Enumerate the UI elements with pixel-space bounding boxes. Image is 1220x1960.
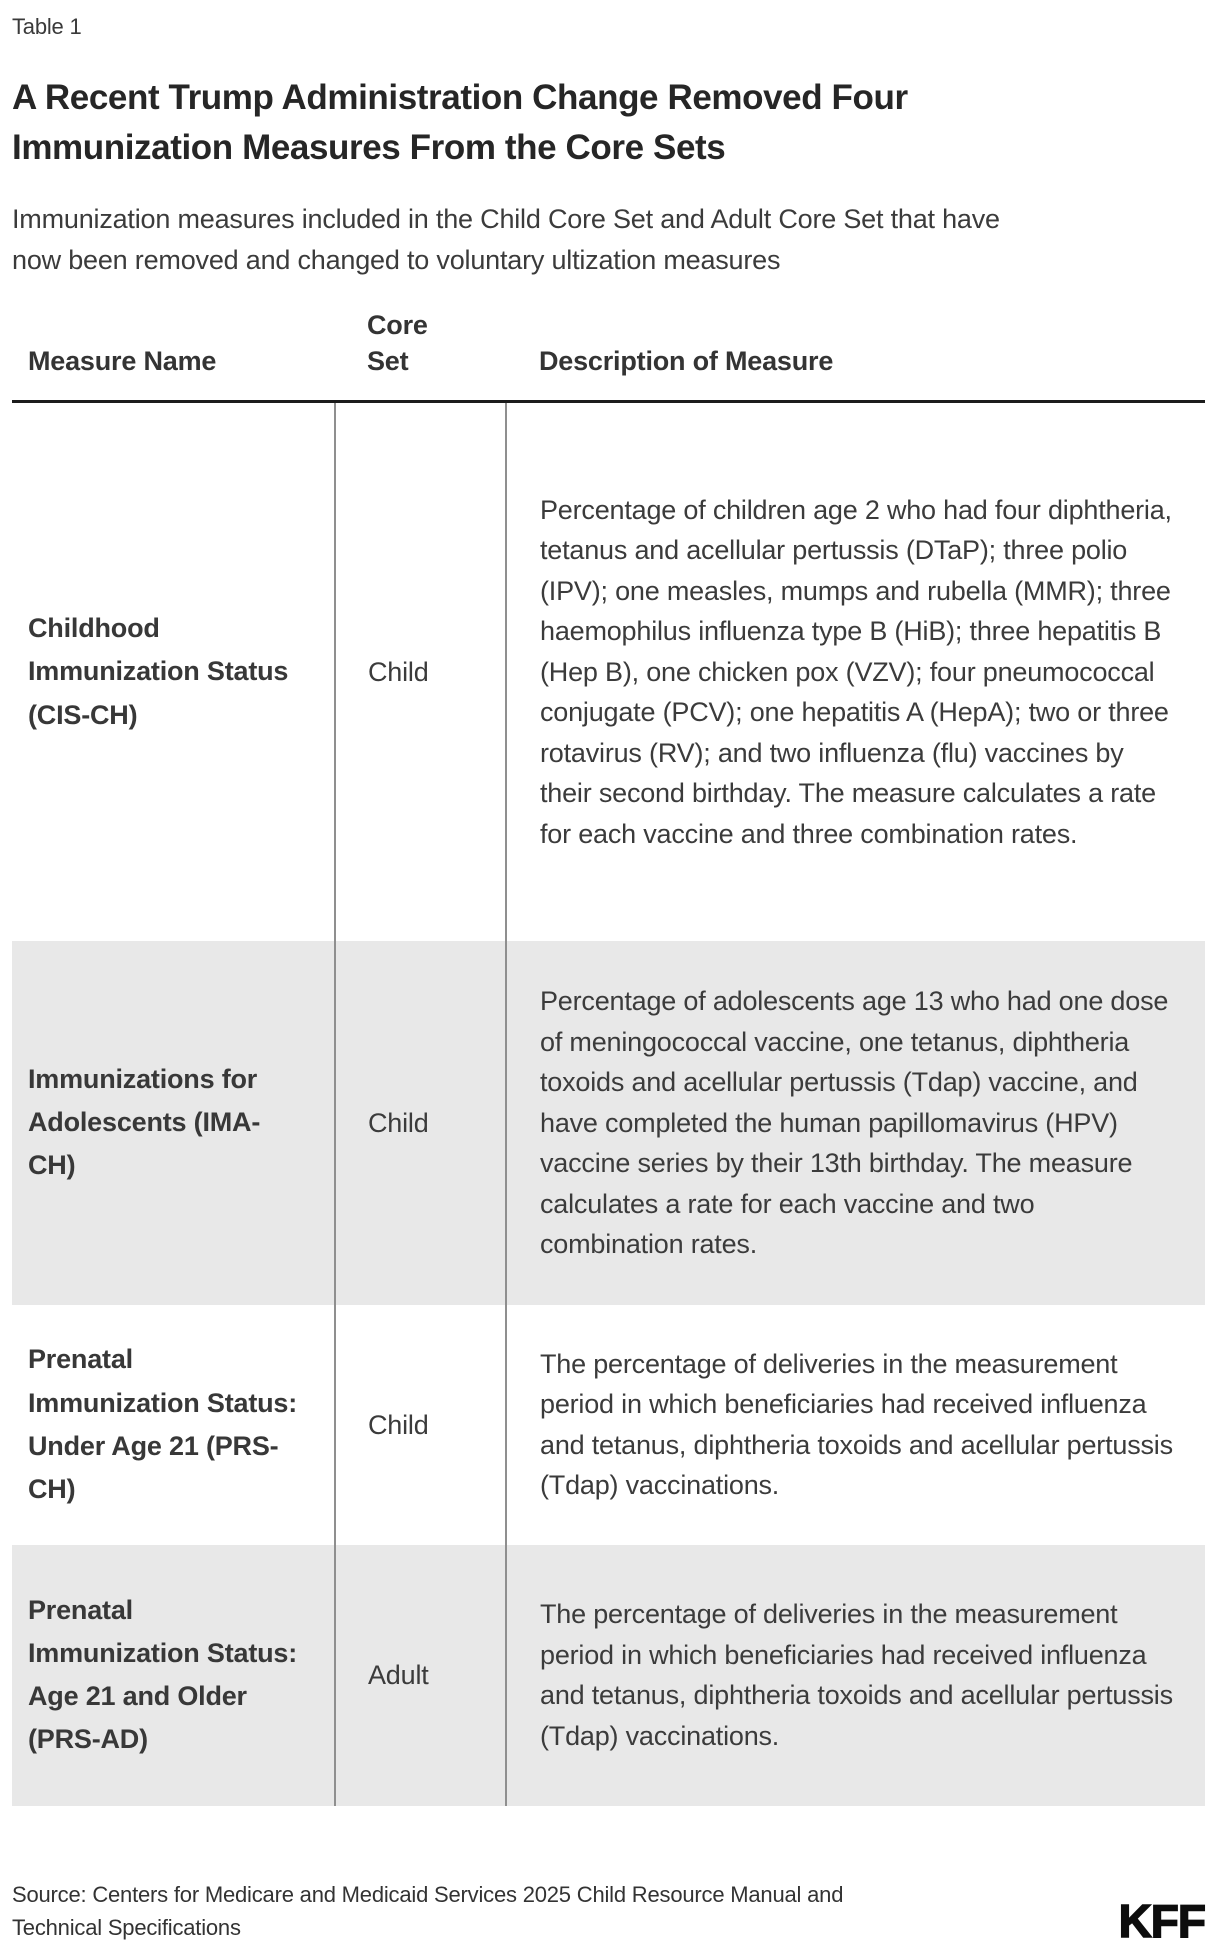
- column-header-core-set-label: Core Set: [367, 310, 428, 377]
- table-row: [12, 1545, 1205, 1806]
- column-header-core-set: [335, 284, 506, 401]
- table-row: [12, 1305, 1205, 1545]
- table-header: [12, 284, 1205, 401]
- core-set-cell: Child: [335, 402, 506, 941]
- page-title: A Recent Trump Administration Change Removed Four Immunization Measures From the Core Sets: [12, 78, 908, 168]
- description-cell: Percentage of adolescents age 13 who had one dose of meningococcal vaccine, one tetanus, diphtheria toxoids and acellular pertussis (Tdap) vaccine, and have completed the human papillomavirus (HPV) vaccine series by their 13th birthday. The measure calculates a rate for each vaccine and two combination rates.: [506, 941, 1205, 1305]
- measure-name-cell: Prenatal Immunization Status: Age 21 and Older (PRS-AD): [12, 1545, 335, 1806]
- column-header-measure-name: Measure Name: [12, 284, 335, 401]
- measure-name-cell: Prenatal Immunization Status: Under Age 21 (PRS-CH): [28, 1344, 298, 1504]
- description-cell: Percentage of children age 2 who had four diphtheria, tetanus and acellular pertussis (DTaP); three polio (IPV); one measles, mumps and rubella (MMR); three haemophilus influenza type B (HiB); three hepatitis B (Hep B), one chicken pox (VZV); four pneumococcal conjugate (PCV); one hepatitis A (HepA); two or three rotavirus (RV); and two influenza (flu) vaccines by their second birthday. The measure calculates a rate for each vaccine and three combination rates.: [506, 402, 1205, 941]
- column-header-description: Description of Measure: [506, 284, 1205, 401]
- source-note: Source: Centers for Medicare and Medicaid Services 2025 Child Resource Manual and Technical Specifications: [12, 1882, 844, 1940]
- description-cell: The percentage of deliveries in the measurement period in which beneficiaries had received influenza and tetanus, diphtheria toxoids and acellular pertussis (Tdap) vaccinations.: [506, 1305, 1205, 1545]
- core-set-cell: Child: [335, 941, 506, 1305]
- core-set-cell: Child: [335, 1305, 506, 1545]
- core-set-cell: Adult: [335, 1545, 506, 1806]
- measure-name-cell: Immunizations for Adolescents (IMA-CH): [12, 941, 335, 1305]
- page-subtitle: Immunization measures included in the Child Core Set and Adult Core Set that have now been removed and changed to voluntary ultization measures: [12, 204, 1000, 275]
- measure-name-cell: Childhood Immunization Status (CIS-CH): [28, 613, 289, 730]
- table-body: [12, 402, 1205, 1806]
- description-cell: The percentage of deliveries in the measurement period in which beneficiaries had received influenza and tetanus, diphtheria toxoids and acellular pertussis (Tdap) vaccinations.: [506, 1545, 1205, 1806]
- footer: [12, 1878, 1207, 1946]
- table-label: Table 1: [12, 14, 82, 39]
- table-row: [12, 402, 1205, 941]
- table-row: [12, 941, 1205, 1305]
- header-row: [12, 284, 1205, 401]
- kff-logo: KFF: [1118, 1895, 1205, 1947]
- measures-table: [12, 284, 1205, 1805]
